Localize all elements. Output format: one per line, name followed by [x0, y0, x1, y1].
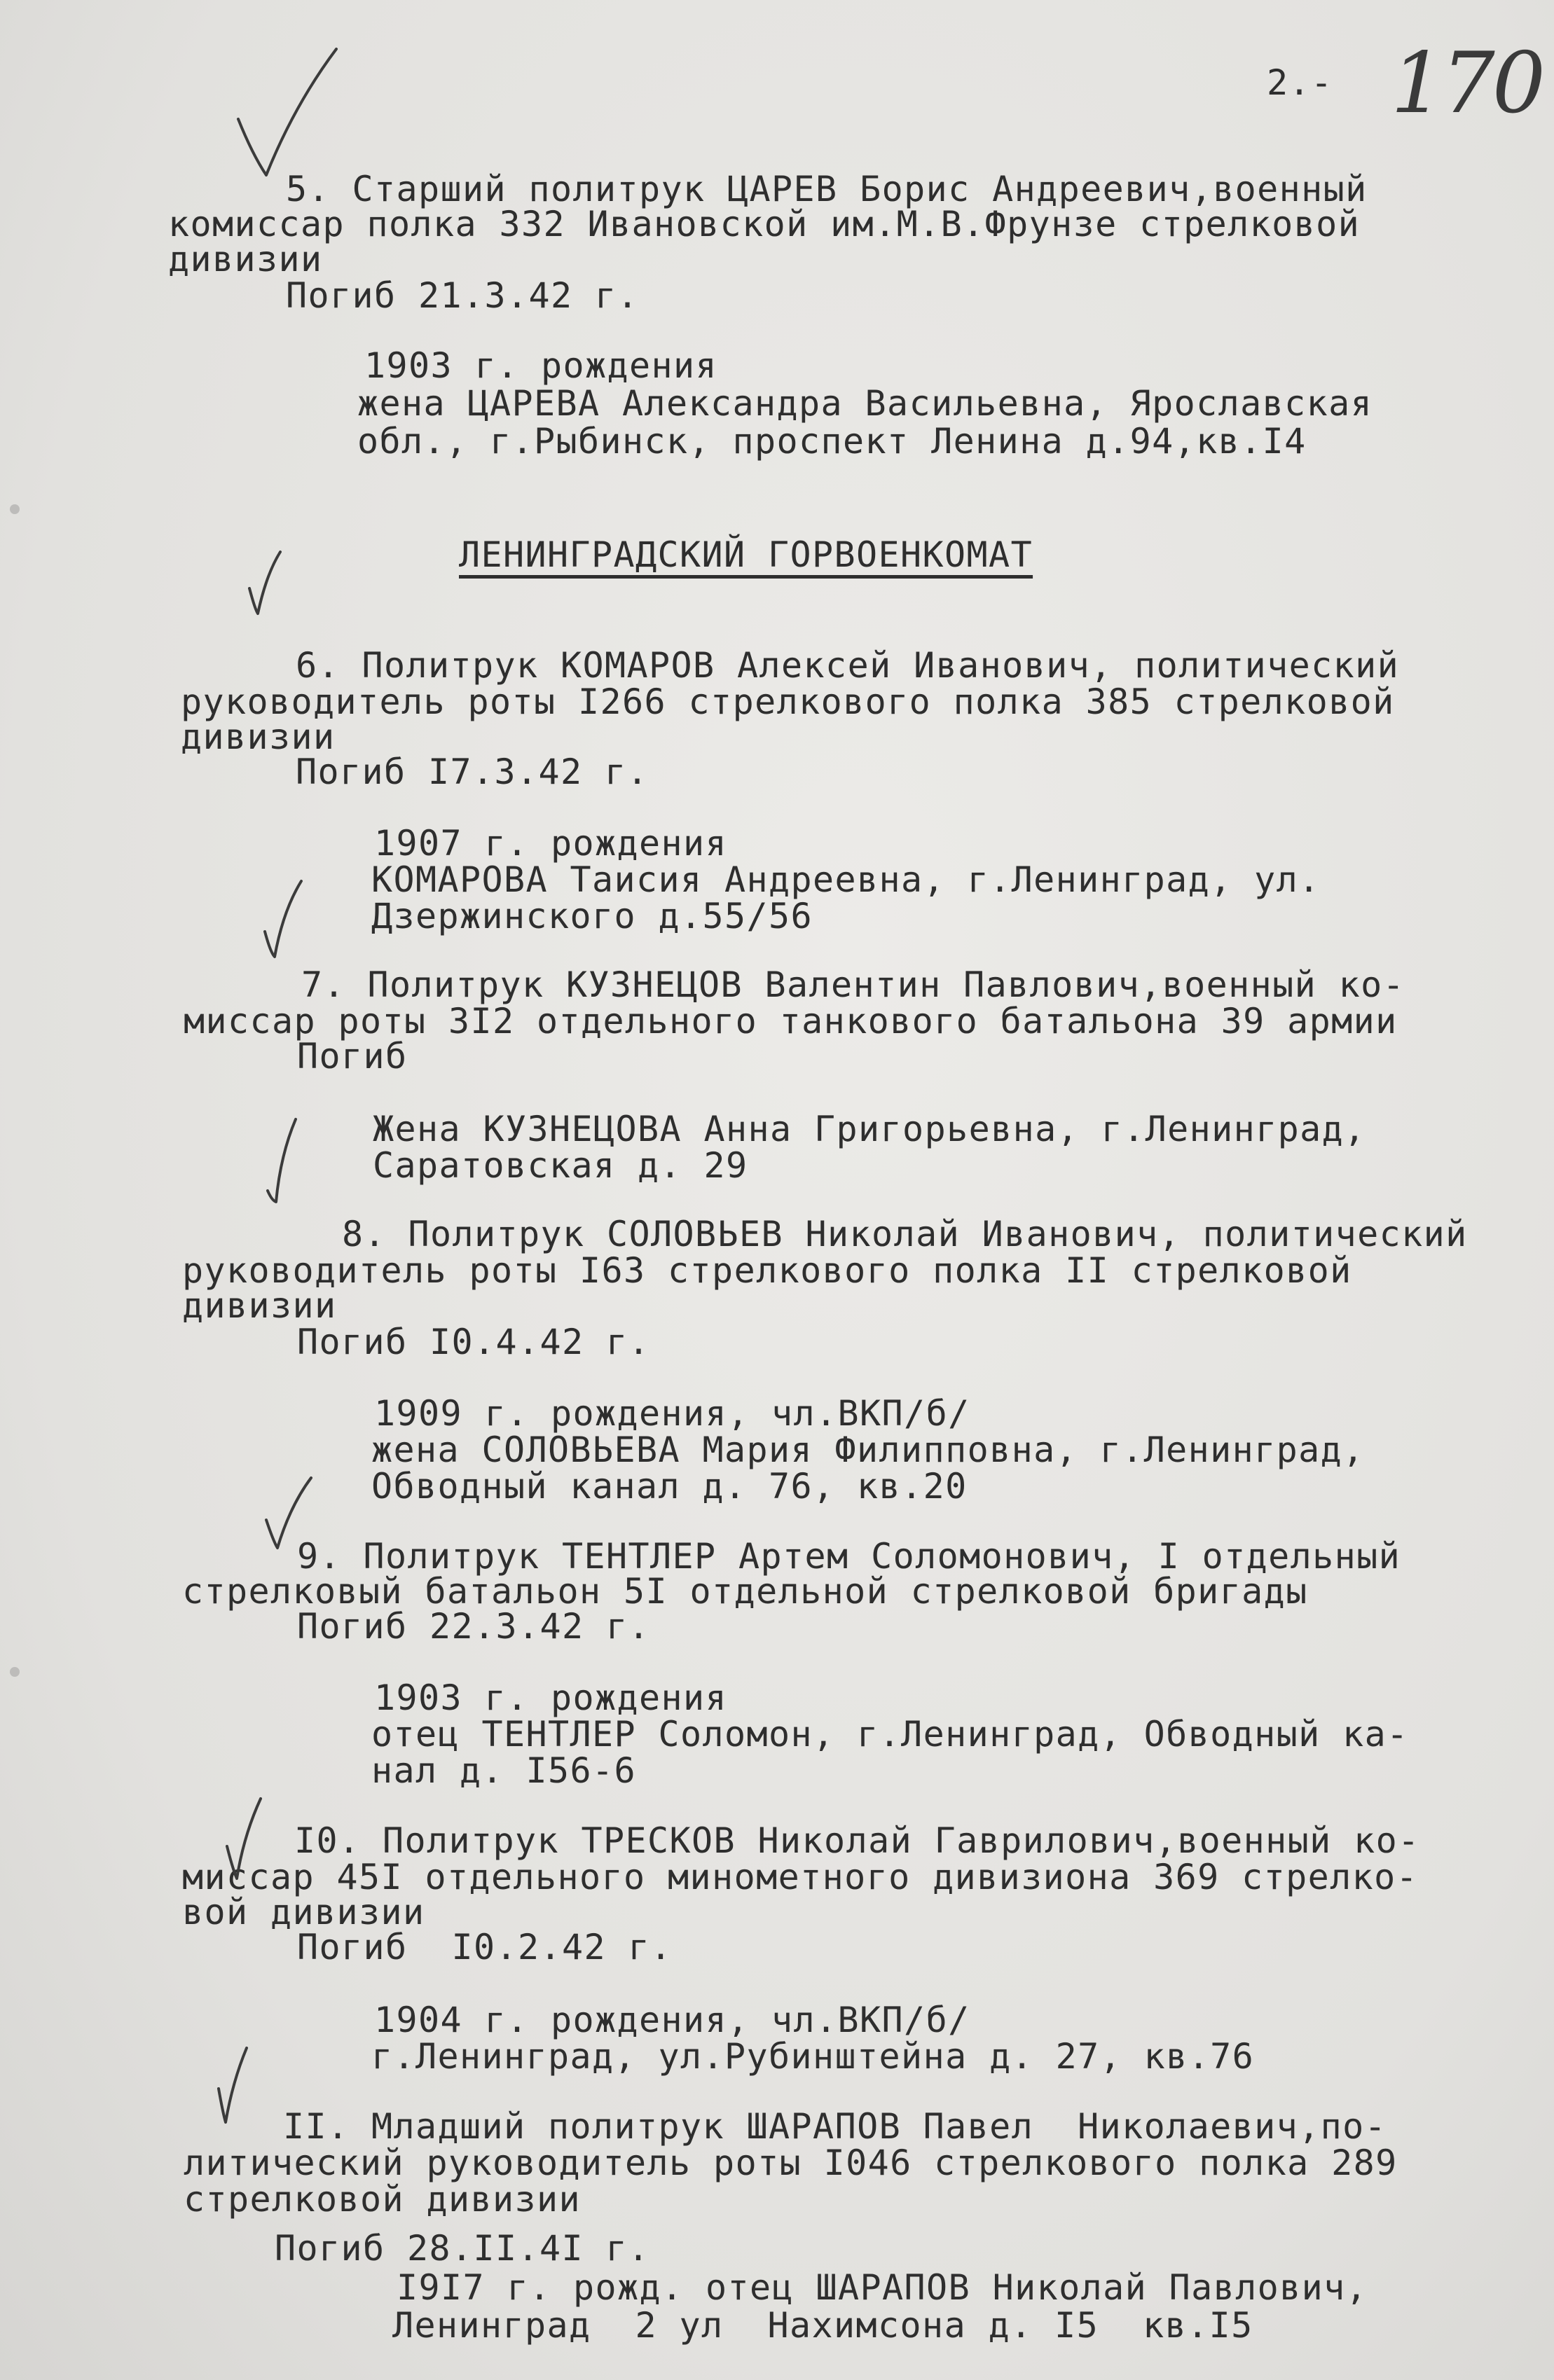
check-mark-icon	[214, 2042, 256, 2126]
entry-line: стрелковой дивизии	[184, 2179, 582, 2220]
check-mark-icon	[223, 1793, 272, 1884]
entry-line: комиссар полка 332 Ивановской им.М.В.Фрунзе стрелковой	[168, 204, 1361, 244]
check-mark-icon	[262, 1471, 318, 1555]
entry-line: руководитель роты I266 стрелкового полка 385 стрелковой	[181, 682, 1395, 722]
binding-hole	[10, 1667, 20, 1677]
check-mark-icon	[261, 1114, 310, 1205]
death-date: Погиб I0.4.42 г.	[297, 1322, 651, 1362]
relative-info: Жена КУЗНЕЦОВА Анна Григорьевна, г.Ленинград,	[373, 1109, 1366, 1149]
relative-info: жена ЦАРЕВА Александра Васильевна, Ярославская	[357, 383, 1373, 424]
entry-line: II. Младший политрук ШАРАПОВ Павел Николаевич,по-	[283, 2106, 1387, 2147]
relative-address: Обводный канал д. 76, кв.20	[371, 1466, 968, 1507]
check-mark-icon	[231, 42, 343, 182]
binding-hole	[10, 504, 20, 514]
check-mark-icon	[245, 546, 287, 616]
death-date: Погиб I7.3.42 г.	[296, 752, 649, 792]
death-date: Погиб 28.II.4I г.	[275, 2228, 650, 2269]
entry-line: миссар роты 3I2 отдельного танкового батальона 39 армии	[184, 1001, 1398, 1042]
birth-info: 1909 г. рождения, чл.ВКП/б/	[374, 1393, 970, 1434]
entry-line: литический руководитель роты I046 стрелкового полка 289	[184, 2143, 1398, 2183]
entry-line: 7. Политрук КУЗНЕЦОВ Валентин Павлович,военный ко-	[301, 964, 1405, 1005]
entry-line: миссар 45I отдельного минометного дивизиона 369 стрелко-	[182, 1857, 1419, 1897]
entry-line: дивизии	[182, 1285, 337, 1326]
entry-line: 5. Старший политрук ЦАРЕВ Борис Андреевич,военный	[286, 169, 1368, 209]
check-mark-icon	[259, 876, 308, 960]
relative-address: Саратовская д. 29	[373, 1145, 748, 1186]
entry-line: дивизии	[168, 239, 323, 279]
entry-line: 9. Политрук ТЕНТЛЕР Артем Соломонович, I отдельный	[297, 1536, 1401, 1577]
relative-address: нал д. I56-6	[371, 1750, 637, 1791]
entry-line: вой дивизии	[182, 1892, 425, 1932]
entry-line: стрелковый батальон 5I отдельной стрелковой бригады	[182, 1571, 1308, 1612]
section-heading: ЛЕНИНГРАДСКИЙ ГОРВОЕНКОМАТ	[459, 534, 1033, 575]
entry-line: I0. Политрук ТРЕСКОВ Николай Гаврилович,военный ко-	[294, 1820, 1420, 1861]
relative-info: отец ТЕНТЛЕР Соломон, г.Ленинград, Обводный ка-	[371, 1714, 1409, 1755]
relative-address: г.Ленинград, ул.Рубинштейна д. 27, кв.76	[371, 2036, 1255, 2077]
birth-info: I9I7 г. рожд. отец ШАРАПОВ Николай Павлович,	[397, 2267, 1368, 2308]
death-date: Погиб 22.3.42 г.	[297, 1606, 651, 1647]
death-date: Погиб I0.2.42 г.	[297, 1927, 673, 1967]
entry-line: руководитель роты I63 стрелкового полка II стрелковой	[182, 1250, 1352, 1291]
relative-info: жена СОЛОВЬЕВА Мария Филипповна, г.Ленинград,	[371, 1430, 1365, 1470]
entry-line: 6. Политрук КОМАРОВ Алексей Иванович, политический	[296, 645, 1400, 686]
entry-line: 8. Политрук СОЛОВЬЕВ Николай Иванович, политический	[342, 1214, 1468, 1254]
entry-line: дивизии	[181, 717, 336, 757]
birth-info: 1903 г. рождения	[374, 1677, 728, 1718]
birth-info: 1904 г. рождения, чл.ВКП/б/	[374, 2000, 970, 2040]
relative-info: КОМАРОВА Таисия Андреевна, г.Ленинград, ул.	[371, 859, 1321, 900]
relative-address: Ленинград 2 ул Нахимсона д. I5 кв.I5	[392, 2305, 1253, 2346]
archive-folio-number: 170	[1391, 35, 1543, 132]
page-number: 2.-	[1267, 62, 1333, 103]
death-date: Погиб	[297, 1036, 408, 1077]
birth-info: 1907 г. рождения	[374, 823, 728, 864]
birth-info: 1903 г. рождения	[364, 345, 718, 386]
relative-address: обл., г.Рыбинск, проспект Ленина д.94,кв.I4	[357, 421, 1307, 462]
death-date: Погиб 21.3.42 г.	[286, 275, 640, 316]
relative-address: Дзержинского д.55/56	[371, 896, 813, 936]
